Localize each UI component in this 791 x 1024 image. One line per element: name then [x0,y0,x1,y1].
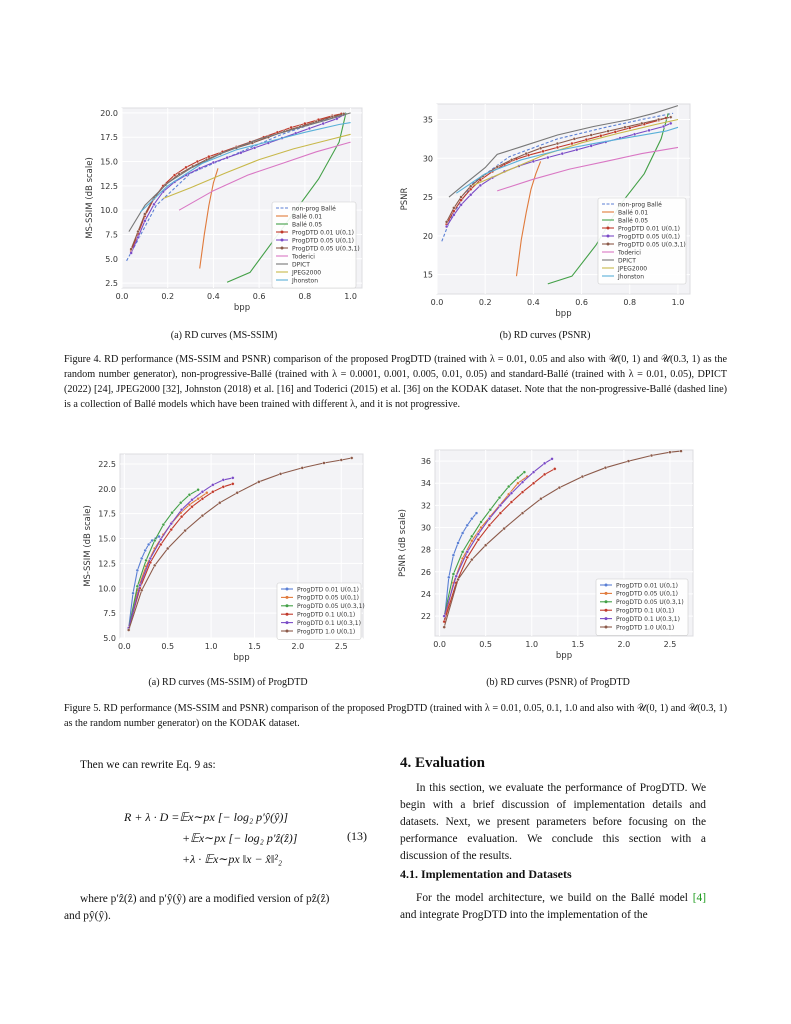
y-tick-label: 20 [422,231,433,241]
x-tick-label: 0.4 [527,298,540,307]
y-tick-label: 25 [422,193,433,203]
y-tick-label: 15.0 [98,534,116,544]
data-point [510,158,513,161]
data-point [222,478,225,481]
figure5-caption [64,701,727,731]
data-point [480,520,483,523]
legend-marker [286,613,289,616]
data-point [532,471,535,474]
data-point [447,576,450,579]
y-tick-label: 30 [422,154,433,164]
data-point [521,481,524,484]
data-point [499,504,502,507]
data-point [573,137,576,140]
legend-marker [286,630,289,633]
fig5a-subcaption: (a) RD curves (MS-SSIM) of ProgDTD [148,677,308,688]
data-point [539,497,542,500]
legend-label: Ballé 0.05 [292,221,323,229]
fig4b-chart [395,96,705,326]
data-point [662,125,665,128]
y-tick-label: 17.5 [100,133,118,143]
data-point [561,152,564,155]
data-point [130,251,133,254]
data-point [145,559,148,562]
data-point [558,486,561,489]
data-point [149,557,152,560]
data-point [466,524,469,527]
data-point [253,146,256,149]
data-point [542,150,545,153]
data-point [553,467,556,470]
x-tick-label: 0.0 [433,640,446,649]
legend-marker [286,596,289,599]
data-point [470,558,473,561]
data-point [503,527,506,530]
data-point [443,626,446,629]
y-axis-label: PSNR (dB scale) [398,509,408,577]
legend-label: DPICT [618,257,636,265]
data-point [137,236,140,239]
data-point [191,498,194,501]
legend-label: ProgDTD 0.05 U(0,1) [292,237,355,245]
legend-label: ProgDTD 0.01 U(0,1) [297,586,360,594]
data-point [239,151,242,154]
y-tick-label: 12.5 [98,559,116,569]
data-point [184,529,187,532]
data-point [236,491,239,494]
legend-label: ProgDTD 0.05 U(0.3,1) [618,241,686,249]
data-point [443,615,446,618]
data-point [179,501,182,504]
x-tick-label: 1.0 [671,298,685,307]
data-point [231,476,234,479]
x-tick-label: 1.5 [571,640,585,649]
data-point [477,538,480,541]
data-point [147,543,150,546]
data-point [257,480,260,483]
data-point [556,146,559,149]
legend-label: ProgDTD 0.01 U(0,1) [618,225,681,233]
legend-label: Ballé 0.01 [292,213,323,221]
data-point [127,629,130,632]
data-point [488,517,491,520]
y-tick-label: 10.0 [98,584,116,594]
figure4-caption-text: RD performance (MS-SSIM and PSNR) comparison of the proposed ProgDTD (trained with λ = 0.01, 0.05 and also with 𝒰(0, 1) and 𝒰(0.3, 1) as the random number generator), non-progressive-Ballé (trained with λ = 0.0001, 0.001, 0.005, 0.01, 0.05) and standard-Ballé (trained with λ = 0.01, 0.05), DPICT (2022) [24], JPEG2000 [32], Johnston (2018) et al. [16] and Toderici (2015) et al. [36] on the KODAK dataset. Note that the non-progressive-Ballé (dashed line) is a collection of Ballé models which have been trained with different λ, and it is not progressive. [64,354,727,410]
x-tick-label: 0.0 [117,642,131,651]
data-point [525,152,528,155]
y-axis-label: MS-SSIM (dB scale) [85,157,95,239]
data-point [457,542,460,545]
data-point [136,569,139,572]
data-point [633,133,636,136]
data-point [657,118,660,121]
legend-marker [607,243,610,246]
x-tick-label: 2.5 [334,642,348,651]
data-point [340,458,343,461]
data-point [498,496,501,499]
legend-label: ProgDTD 0.05 U(0,1) [618,233,681,241]
data-point [668,451,671,454]
legend-label: ProgDTD 0.01 U(0,1) [616,582,679,590]
subsection-title: 4.1. Implementation and Datasets [400,867,572,881]
data-point [452,206,455,209]
subsection-text-a: For the model architecture, we build on the Ballé model [416,892,688,904]
fig4a-subcaption: (a) RD curves (MS-SSIM) [170,330,278,341]
data-point [607,130,610,133]
y-tick-label: 34 [420,479,431,489]
data-point [551,457,554,460]
data-point [197,488,200,491]
y-tick-label: 28 [420,545,431,555]
y-tick-label: 7.5 [103,609,116,619]
data-point [171,511,174,514]
x-axis-label: bpp [555,651,573,661]
legend-label: ProgDTD 0.01 U(0,1) [292,229,355,237]
x-tick-label: 0.4 [207,292,220,301]
legend-label: Toderici [618,249,641,257]
data-point [452,554,455,557]
data-point [196,160,199,163]
legend-label: ProgDTD 0.05 U(0,1) [297,594,360,602]
legend-marker [607,227,610,230]
data-point [640,122,643,125]
data-point [627,460,630,463]
legend-marker [605,617,608,620]
data-point [469,188,472,191]
x-tick-label: 0.6 [252,292,266,301]
x-tick-label: 0.5 [161,642,175,651]
x-tick-label: 2.0 [291,642,305,651]
legend-label: JPEG2000 [618,265,648,273]
figure4-caption-label: Figure 4. [64,354,102,365]
subsection-text-b: and integrate ProgDTD into the implementation of the [400,909,648,921]
data-point [457,578,460,581]
data-point [648,129,651,132]
data-point [581,475,584,478]
data-point [466,556,469,559]
y-tick-label: 32 [420,501,431,511]
legend-label: Ballé 0.05 [618,217,649,225]
legend-label: Ballé 0.01 [618,209,649,217]
y-axis-label: PSNR [400,187,410,211]
fig4b-subcaption: (b) RD curves (PSNR) [499,330,591,341]
x-tick-label: 1.0 [525,640,539,649]
data-point [614,130,617,133]
data-point [188,493,191,496]
eq-line-2: +𝔼x∼px [− log₂ p′ẑ(ẑ)] [182,831,298,845]
eq-intro: Then we can rewrite Eq. 9 as: [80,759,216,771]
legend-label: ProgDTD 0.1 U(0,1) [297,611,356,619]
data-point [350,456,353,459]
y-tick-label: 12.5 [100,181,118,191]
x-tick-label: 0.2 [478,298,492,307]
data-point [590,134,593,137]
data-point [469,193,472,196]
legend-marker [605,600,608,603]
data-point [140,557,143,560]
legend-label: ProgDTD 0.05 U(0,1) [616,590,679,598]
data-point [650,454,653,457]
data-point [510,492,513,495]
eq-number: (13) [347,829,367,843]
data-point [445,225,448,228]
data-point [452,573,455,576]
data-point [469,185,472,188]
data-point [623,126,626,129]
data-point [144,549,147,552]
data-point [185,166,188,169]
data-point [532,482,535,485]
x-tick-label: 0.0 [430,298,444,307]
y-tick-label: 30 [420,523,431,533]
data-point [170,522,173,525]
y-tick-label: 20.0 [98,484,116,494]
legend-marker [605,626,608,629]
data-point [499,512,502,515]
data-point [539,147,542,150]
data-point [496,165,499,168]
data-point [201,514,204,517]
data-point [140,589,143,592]
data-point [201,490,204,493]
data-point [604,466,607,469]
data-point [543,462,546,465]
legend-label: Toderici [292,253,315,261]
data-point [212,161,215,164]
data-point [170,528,173,531]
y-tick-label: 7.5 [105,230,118,240]
data-point [556,142,559,145]
data-point [138,584,141,587]
data-point [218,501,221,504]
data-point [308,127,311,130]
data-point [159,543,162,546]
data-point [322,122,325,125]
y-tick-label: 26 [420,567,431,577]
data-point [205,491,208,494]
x-tick-label: 0.5 [479,640,493,649]
data-point [201,497,204,500]
data-point [159,538,162,541]
legend-label: Jhonston [292,277,318,285]
data-point [137,230,140,233]
y-tick-label: 24 [420,589,431,599]
legend-label: ProgDTD 0.1 U(0.3,1) [616,615,680,623]
data-point [599,134,602,137]
data-point [322,461,325,464]
data-point [132,592,135,595]
data-point [477,533,480,536]
data-point [162,523,165,526]
legend-label: ProgDTD 0.1 U(0,1) [616,607,675,615]
legend-marker [281,247,284,250]
citation-link[interactable]: [4] [692,892,706,904]
data-point [301,466,304,469]
y-tick-label: 20.0 [100,108,118,118]
legend-marker [605,609,608,612]
legend-label: JPEG2000 [292,269,322,277]
legend-label: ProgDTD 0.1 U(0.3,1) [297,619,361,627]
data-point [143,219,146,222]
legend-marker [281,239,284,242]
y-tick-label: 5.0 [105,254,118,264]
data-point [488,524,491,527]
legend-label: ProgDTD 1.0 U(0,1) [297,628,356,636]
y-tick-label: 15.0 [100,157,118,167]
eq-line-1: R + λ · D =𝔼x∼px [− log₂ p′ŷ(ŷ)] [124,810,289,824]
data-point [669,116,672,119]
data-point [570,142,573,145]
x-axis-label: bpp [233,303,251,313]
legend-marker [286,621,289,624]
x-tick-label: 0.8 [623,298,637,307]
data-point [479,184,482,187]
data-point [455,575,458,578]
y-tick-label: 2.5 [105,279,118,289]
data-point [543,473,546,476]
legend-label: ProgDTD 0.05 U(0.3,1) [297,603,365,611]
data-point [484,544,487,547]
data-point [585,138,588,141]
data-point [470,535,473,538]
y-tick-label: 5.0 [103,634,116,643]
data-point [516,476,519,479]
fig5a-chart [72,448,372,673]
data-point [279,472,282,475]
legend-label: DPICT [292,261,310,269]
data-point [153,564,156,567]
y-tick-label: 10.0 [100,206,118,216]
fig4a-chart [72,100,372,325]
eq-explanation-line1: where p′ẑ(ẑ) and p′ŷ(ŷ) are a modified version of pẑ(ẑ) [80,893,330,905]
y-tick-label: 22 [420,612,431,622]
data-point [466,550,469,553]
x-tick-label: 0.6 [575,298,588,307]
x-tick-label: 0.2 [161,292,175,301]
data-point [523,471,526,474]
data-point [130,248,133,251]
x-axis-label: bpp [233,653,250,663]
figure4-caption [64,352,727,412]
legend-label: ProgDTD 1.0 U(0,1) [616,624,675,632]
legend-label: non-prog Ballé [292,205,336,213]
data-point [510,501,513,504]
data-point [222,485,225,488]
data-point [461,532,464,535]
fig5b-chart [395,444,705,673]
legend-label: ProgDTD 0.05 U(0.3,1) [292,245,360,253]
data-point [198,167,201,170]
data-point [452,213,455,216]
y-tick-label: 35 [422,115,433,125]
legend-marker [605,584,608,587]
legend-label: ProgDTD 0.05 U(0.3,1) [616,599,684,607]
data-point [211,483,214,486]
data-point [546,156,549,159]
data-point [197,497,200,500]
data-point [590,144,593,147]
y-tick-label: 22.5 [98,459,116,469]
legend-label: non-prog Ballé [618,201,662,209]
y-tick-label: 15 [422,270,433,280]
legend-marker [605,592,608,595]
data-point [461,550,464,553]
legend-marker [286,604,289,607]
data-point [211,490,214,493]
data-point [507,485,510,488]
x-tick-label: 1.0 [344,292,357,301]
eq-explanation [64,891,374,925]
y-axis-label: MS-SSIM (dB scale) [83,505,93,587]
data-point [680,450,683,453]
x-tick-label: 2.5 [663,640,677,649]
data-point [521,512,524,515]
legend-marker [607,235,610,238]
data-point [231,482,234,485]
data-point [575,148,578,151]
x-tick-label: 1.5 [248,642,261,651]
equation-13 [124,807,354,870]
data-point [153,539,156,542]
figure5-caption-text: RD performance (MS-SSIM and PSNR) comparison of the proposed ProgDTD (trained with λ = 0.01, 0.05, 0.1, 1.0 and also with 𝒰(0, 1) and 𝒰(0.3, 1) as the random number generator) on the KODAK dataset. [64,703,727,729]
data-point [521,491,524,494]
data-point [166,547,169,550]
x-tick-label: 1.0 [204,642,218,651]
fig5b-subcaption: (b) RD curves (PSNR) of ProgDTD [486,677,630,688]
data-point [460,203,463,206]
data-point [191,505,194,508]
data-point [445,220,448,223]
x-tick-label: 0.0 [115,292,129,301]
data-point [143,213,146,216]
legend-marker [281,231,284,234]
section-title: 4. Evaluation [400,755,486,771]
x-tick-label: 0.8 [298,292,312,301]
figure5-caption-label: Figure 5. [64,703,101,714]
y-tick-label: 36 [420,457,431,467]
subsection-paragraph [400,890,706,924]
data-point [153,203,156,206]
eq-line-3: +λ · 𝔼x∼px ‖x − x̂‖²₂ [182,852,283,866]
y-tick-label: 17.5 [98,509,116,519]
x-tick-label: 2.0 [617,640,631,649]
data-point [489,508,492,511]
data-point [460,196,463,199]
data-point [180,508,183,511]
legend-label: Jhonston [618,273,644,281]
data-point [173,174,176,177]
data-point [226,156,229,159]
data-point [669,122,672,125]
data-point [516,482,519,485]
x-axis-label: bpp [555,309,572,319]
data-point [180,515,183,518]
eq-explanation-line2: and pŷ(ŷ). [64,910,111,922]
legend-marker [286,588,289,591]
data-point [470,517,473,520]
data-point [475,512,478,515]
section-paragraph: In this section, we evaluate the performance of ProgDTD. We begin with a brief discussion of implementation details and datasets. Next, we present parameters before focusing on the performance evaluation. We conclude this section with a discussion of the results. [400,782,706,862]
data-point [628,127,631,130]
